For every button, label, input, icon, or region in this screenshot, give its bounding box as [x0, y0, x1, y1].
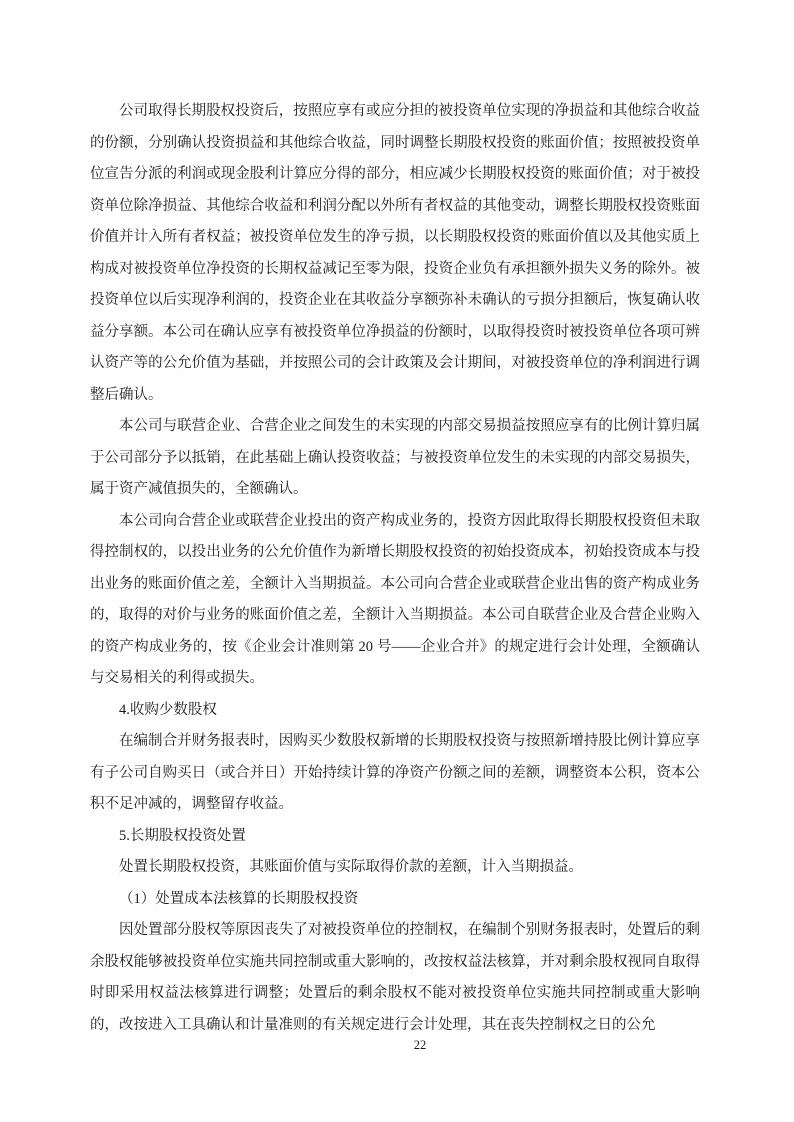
paragraph-minority-interest-consolidation: 在编制合并财务报表时，因购买少数股权新增的长期股权投资与按照新增持股比例计算应享有子公司自购买日（或合并日）开始持续计算的净资产份额之间的差额，调整资本公积，资本公积不足冲减的，调整留存收益。: [90, 733, 700, 812]
heading-minority-interest-acquisition: 4.收购少数股权: [119, 701, 217, 718]
paragraph-loss-of-control-treatment: 因处置部分股权等原因丧失了对被投资单位的控制权，在编制个别财务报表时，处置后的剩余股权能够被投资单位实施共同控制或重大影响的，改按权益法核算，并对剩余股权视同自取得时即采用权益法核算进行调整；处置后的剩余股权不能对被投资单位实施共同控制或重大影响的，改按进入工具确认和计量准则的有关规定进行会计处理，其在丧失控制权之日的公允: [90, 922, 700, 1033]
paragraph-unrealized-internal-transactions: 本公司与联营企业、合营企业之间发生的未实现的内部交易损益按照应享有的比例计算归属于公司部分予以抵销，在此基础上确认投资收益；与被投资单位发生的未实现的内部交易损失，属于资产减值损失的，全额确认。: [90, 418, 700, 497]
paragraph-equity-method-subsequent-measurement: 公司取得长期股权投资后，按照应享有或应分担的被投资单位实现的净损益和其他综合收益的份额，分别确认投资损益和其他综合收益，同时调整长期股权投资的账面价值；按照被投资单位宣告分派的利润或现金股利计算应分得的部分，相应减少长期股权投资的账面价值；对于被投资单位除净损益、其他综合收益和利润分配以外所有者权益的其他变动，调整长期股权投资账面价值并计入所有者权益；被投资单位发生的净亏损，以长期股权投资的账面价值以及其他实质上构成对被投资单位净投资的长期权益减记至零为限，投资企业负有承担额外损失义务的除外。被投资单位以后实现净利润的，投资企业在其收益分享额弥补未确认的亏损分担额后，恢复确认收益分享额。本公司在确认应享有被投资单位净损益的份额时，以取得投资时被投资单位各项可辨认资产等的公允价值为基础，并按照公司的会计政策及会计期间，对被投资单位的净利润进行调整后确认。: [90, 103, 700, 403]
paragraph-asset-contribution-business: 本公司向合营企业或联营企业投出的资产构成业务的，投资方因此取得长期股权投资但未取得控制权的，以投出业务的公允价值作为新增长期股权投资的初始投资成本，初始投资成本与投出业务的账面价值之差，全额计入当期损益。本公司向合营企业或联营企业出售的资产构成业务的，取得的对价与业务的账面价值之差，全额计入当期损益。本公司自联营企业及合营企业购入的资产构成业务的，按《企业会计准则第 20 号——企业合并》的规定进行会计处理，全额确认与交易相关的利得或损失。: [90, 512, 700, 686]
heading-long-term-equity-disposal: 5.长期股权投资处置: [119, 827, 246, 844]
page-number: 22: [413, 1038, 427, 1052]
paragraph-disposal-difference: 处置长期股权投资，其账面价值与实际取得价款的差额，计入当期损益。: [119, 859, 583, 875]
subheading-cost-method-disposal: （1）处置成本法核算的长期股权投资: [119, 890, 359, 907]
document-body: [90, 96, 700, 1041]
